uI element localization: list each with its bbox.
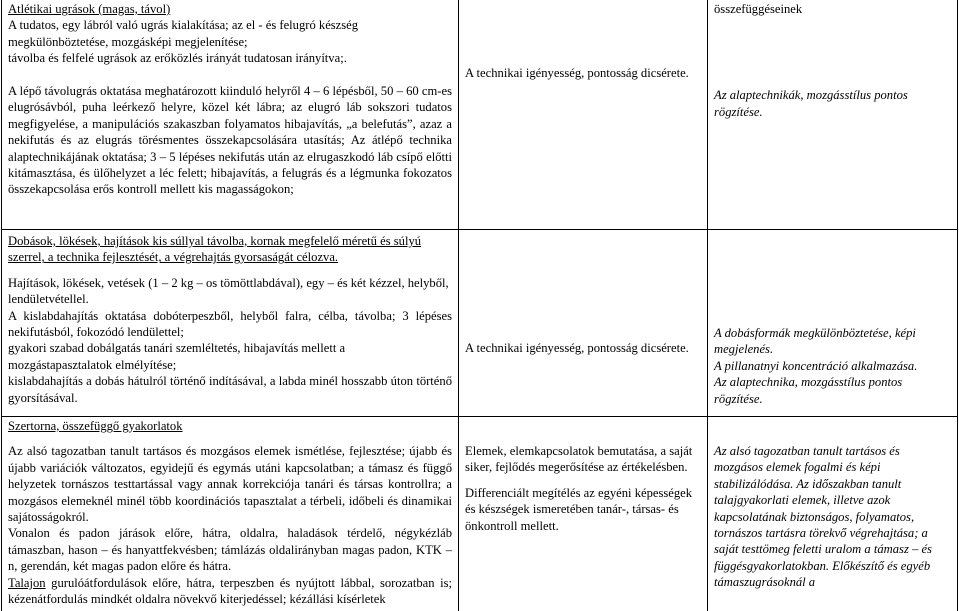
evaluation-cell [459,0,708,230]
paragraph: Vonalon és padon járások előre, hátra, oldalra, haladások térdelő, négykézláb támaszban, hason – és hanyattfekvésben; támlázás oldalirányban magas padon, KTK – n, gerendán, két magas padon előre és hátra. [8,526,452,574]
paragraph: Differenciált megítélés az egyéni képességek és készségek ismeretében tanár-, társas- és önkontroll mellett. [465,485,693,533]
activities-cell [2,417,459,611]
paragraph: kislabdahajítás a dobás hátulról történő indításával, a labda minél hosszabb úton történő gyorsításával. [8,374,452,405]
outcomes-cell [708,230,958,417]
paragraph: Az alaptechnika, mozgásstílus pontos rögzítése. [714,375,903,406]
paragraph: A technikai igényesség, pontosság dicsérete. [465,66,689,80]
intro-line: megkülönböztetése, mozgásképi megjelenítése; [8,34,248,49]
paragraph: Elemek, elemkapcsolatok bemutatása, a saját siker, fejlődés megerősítése az értékelésben. [465,444,693,475]
intro-line: A tudatos, egy lábról való ugrás kialakítása; az el - és felugró készség [8,18,359,33]
paragraph: gyakori szabad dobálgatás tanári szemléltetés, hibajavítás mellett a mozgástapasztalatok elmélyítése; [8,341,346,372]
paragraph: A lépő távolugrás oktatása meghatározott kiinduló helyről 4 – 6 lépésből, 50 – 60 cm-es elugrósávból, puha leérkező helyre, közel két lábra; az elugró láb sokszori tudatos megfigyelése, a manipulációs szakaszban folyamatos hibajavítás, „a belefutás”, azaz a nekifutás és az elugrás törésmentes összekapcsolására utasítás; Az átlépő technika alaptechnikájának oktatása; 3 – 5 lépéses nekifutás után az elrugaszkodó láb csípő előtti kitámasztása, és ülőhelyzet a léc felett; hibajavítás, a felugrás és a légmunka fokozatos összekapcsolása erős kontroll mellett kis magasságokon; [8,84,452,197]
paragraph: összefüggéseinek [714,2,803,16]
curriculum-table [1,0,958,611]
section-heading: Szertorna, összefüggő gyakorlatok [8,419,183,433]
paragraph: Az alaptechnikák, mozgásstílus pontos rögzítése. [714,88,908,119]
paragraph: Az alsó tagozatban tanult tartásos és mozgásos elemek fogalmi és képi stabilizálódása. Az időszakban tanult talajgyakorlati elemek, illetve azok kapcsolatának biztonságos, folyamatos, tornászos tartásra törekvő végrehajtása; a saját testtömeg feletti uralom a támasz – és függésgyakorlatokban. Előkészítő és egyéb támaszugrásoknál a [714,444,932,590]
paragraph: A technikai igényesség, pontosság dicsérete. [465,341,689,355]
talajon-text: gurulóátfordulások előre, hátra, terpeszben és nyújtott lábbal, sorozatban is; kézenátfordulás mindkét oldalra növekvő kiterjedéssel; kézállási kísérletek [8,575,452,607]
table-row-throwing [2,230,958,417]
paragraph: A pillanatnyi koncentráció alkalmazása. [714,358,918,373]
table-row-gymnastics [2,417,958,611]
section-heading: Dobások, lökések, hajítások kis súllyal távolba, kornak megfelelő méretű és súlyú szerrel, a technika fejlesztését, a végrehajtás gyorsaságát célozva. [8,234,422,265]
section-heading: Atlétikai ugrások (magas, távol) [8,2,171,16]
activities-cell [2,230,459,417]
paragraph: A kislabdahajítás oktatása dobóterpeszből, helyből falra, célba, távolba; 3 lépéses nekifutásból, fokozódó lendülettel; [8,308,452,340]
evaluation-cell [459,417,708,611]
talajon-word: Talajon [8,575,46,590]
paragraph: Az alsó tagozatban tanult tartásos és mozgásos elemek ismétlése, fejlesztése; újabb és újabb variációk változatos, egyidejű és egymás utáni kapcsolatban; a támasz és függő helyzetek tornászos testtartással vagy annak korrekciója tanári és társas kontrollra; a mozgásos elemeknél minél több koordinációs tapasztalat a térbeli, időbeli és dinamikai sajátosságokról. [8,444,452,525]
paragraph: Hajítások, lökések, vetések (1 – 2 kg – os tömöttlabdával), egy – és két kézzel, helyből, lendületvétellel. [8,275,449,307]
table-row-athletics-jumps [2,0,958,230]
paragraph [8,575,452,608]
intro-line: távolba és felfelé ugrások az erőközlés irányát tudatosan irányítva;. [8,51,347,66]
outcomes-cell [708,417,958,611]
activities-cell [2,0,459,230]
paragraph: A dobásformák megkülönböztetése, képi megjelenés. [714,326,916,357]
evaluation-cell [459,230,708,417]
outcomes-cell [708,0,958,230]
